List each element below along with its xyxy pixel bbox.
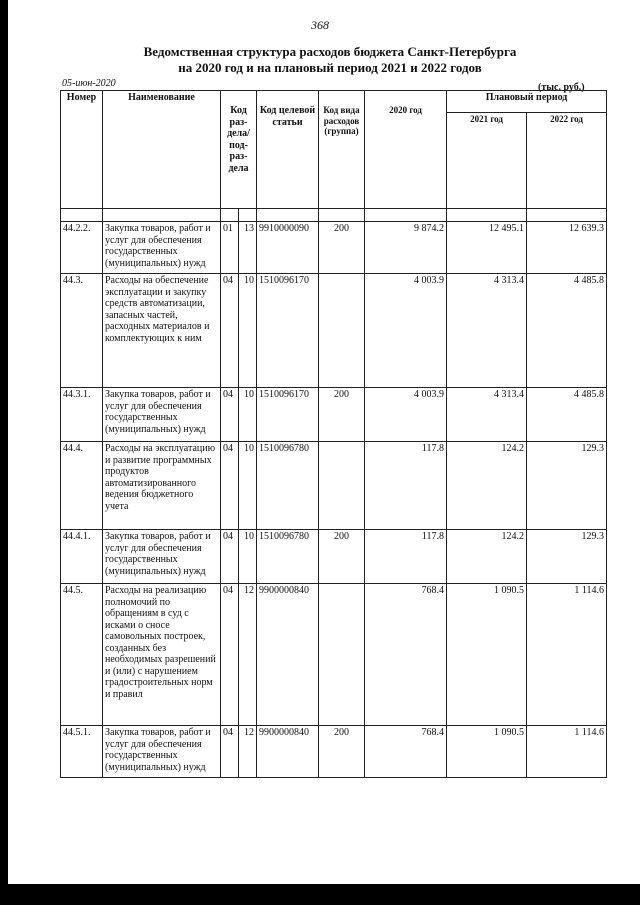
- row-target: 1510096780: [257, 442, 319, 530]
- title-line-1: Ведомственная структура расходов бюджета Санкт-Петербурга: [143, 44, 517, 59]
- row-2021: 1 090.5: [447, 726, 527, 778]
- row-subsection: 12: [239, 584, 257, 726]
- row-expense: 200: [319, 222, 365, 274]
- row-name: Закупка товаров, работ и услуг для обеспечения государственных (муниципальных) нужд: [103, 388, 221, 442]
- row-2022: 1 114.6: [527, 584, 607, 726]
- page-number: 368: [311, 18, 329, 32]
- row-2021: 1 090.5: [447, 584, 527, 726]
- header-planned-period: Плановый период: [447, 91, 607, 113]
- row-2022: 129.3: [527, 442, 607, 530]
- document-date: 05-июн-2020: [62, 78, 116, 89]
- table-row: [61, 530, 607, 584]
- table-row: [61, 222, 607, 274]
- budget-table: [60, 90, 607, 778]
- table-row: [61, 388, 607, 442]
- row-subsection: 13: [239, 222, 257, 274]
- row-target: 9900000840: [257, 726, 319, 778]
- scan-border-bottom: [0, 884, 640, 905]
- header-name: Наименование: [103, 91, 221, 209]
- row-subsection: 10: [239, 274, 257, 388]
- row-2021: 124.2: [447, 442, 527, 530]
- row-2021: 12 495.1: [447, 222, 527, 274]
- page-title: [60, 44, 600, 76]
- row-expense: 200: [319, 726, 365, 778]
- scan-border-left: [0, 0, 8, 905]
- row-section: 01: [221, 222, 239, 274]
- row-subsection: 10: [239, 442, 257, 530]
- row-2021: 4 313.4: [447, 388, 527, 442]
- row-target: 1510096780: [257, 530, 319, 584]
- row-number: 44.5.1.: [61, 726, 103, 778]
- row-target: 9900000840: [257, 584, 319, 726]
- row-2020: 9 874.2: [365, 222, 447, 274]
- row-number: 44.2.2.: [61, 222, 103, 274]
- header-2021: 2021 год: [447, 113, 527, 209]
- row-number: 44.4.: [61, 442, 103, 530]
- header-section: Код раз- дела/ под- раз- дела: [221, 91, 257, 209]
- row-name: Закупка товаров, работ и услуг для обеспечения государственных (муниципальных) нужд: [103, 222, 221, 274]
- row-expense: 200: [319, 530, 365, 584]
- row-section: 04: [221, 726, 239, 778]
- row-expense: 200: [319, 388, 365, 442]
- row-target: 9910000090: [257, 222, 319, 274]
- row-2020: 117.8: [365, 442, 447, 530]
- row-2020: 4 003.9: [365, 388, 447, 442]
- row-2020: 117.8: [365, 530, 447, 584]
- table-row: [61, 274, 607, 388]
- row-2022: 12 639.3: [527, 222, 607, 274]
- header-number: Номер: [61, 91, 103, 209]
- row-section: 04: [221, 530, 239, 584]
- row-name: Расходы на реализацию полномочий по обращениям в суд с исками о сносе самовольных построек, созданных без необходимых разрешений и (или) с нарушением градостроительных норм и правил: [103, 584, 221, 726]
- row-number: 44.5.: [61, 584, 103, 726]
- header-spacer: [61, 209, 607, 222]
- row-2022: 1 114.6: [527, 726, 607, 778]
- table-row: [61, 584, 607, 726]
- table-row: [61, 726, 607, 778]
- units-label: (тыс. руб.): [538, 82, 585, 93]
- row-number: 44.3.: [61, 274, 103, 388]
- header-expense-type: Код вида расходов (группа): [319, 91, 365, 209]
- row-2021: 124.2: [447, 530, 527, 584]
- row-2022: 4 485.8: [527, 388, 607, 442]
- row-2021: 4 313.4: [447, 274, 527, 388]
- row-name: Закупка товаров, работ и услуг для обеспечения государственных (муниципальных) нужд: [103, 726, 221, 778]
- row-name: Расходы на эксплуатацию и развитие программных продуктов автоматизированного ведения бюджетного учета: [103, 442, 221, 530]
- row-2020: 768.4: [365, 584, 447, 726]
- row-2020: 4 003.9: [365, 274, 447, 388]
- row-name: Закупка товаров, работ и услуг для обеспечения государственных (муниципальных) нужд: [103, 530, 221, 584]
- table-row: [61, 442, 607, 530]
- title-line-2: на 2020 год и на плановый период 2021 и 2022 годов: [178, 60, 482, 75]
- row-2022: 129.3: [527, 530, 607, 584]
- row-name: Расходы на обеспечение эксплуатации и закупку средств автоматизации, запасных частей, расходных материалов и комплектующих к ним: [103, 274, 221, 388]
- row-section: 04: [221, 584, 239, 726]
- row-expense: [319, 274, 365, 388]
- row-section: 04: [221, 442, 239, 530]
- row-2022: 4 485.8: [527, 274, 607, 388]
- row-subsection: 10: [239, 388, 257, 442]
- row-section: 04: [221, 388, 239, 442]
- row-subsection: 12: [239, 726, 257, 778]
- row-target: 1510096170: [257, 388, 319, 442]
- row-subsection: 10: [239, 530, 257, 584]
- row-target: 1510096170: [257, 274, 319, 388]
- row-section: 04: [221, 274, 239, 388]
- row-expense: [319, 584, 365, 726]
- header-2022: 2022 год: [527, 113, 607, 209]
- row-number: 44.3.1.: [61, 388, 103, 442]
- header-2020: 2020 год: [365, 91, 447, 209]
- header-target: Код целевой статьи: [257, 91, 319, 209]
- row-number: 44.4.1.: [61, 530, 103, 584]
- row-expense: [319, 442, 365, 530]
- row-2020: 768.4: [365, 726, 447, 778]
